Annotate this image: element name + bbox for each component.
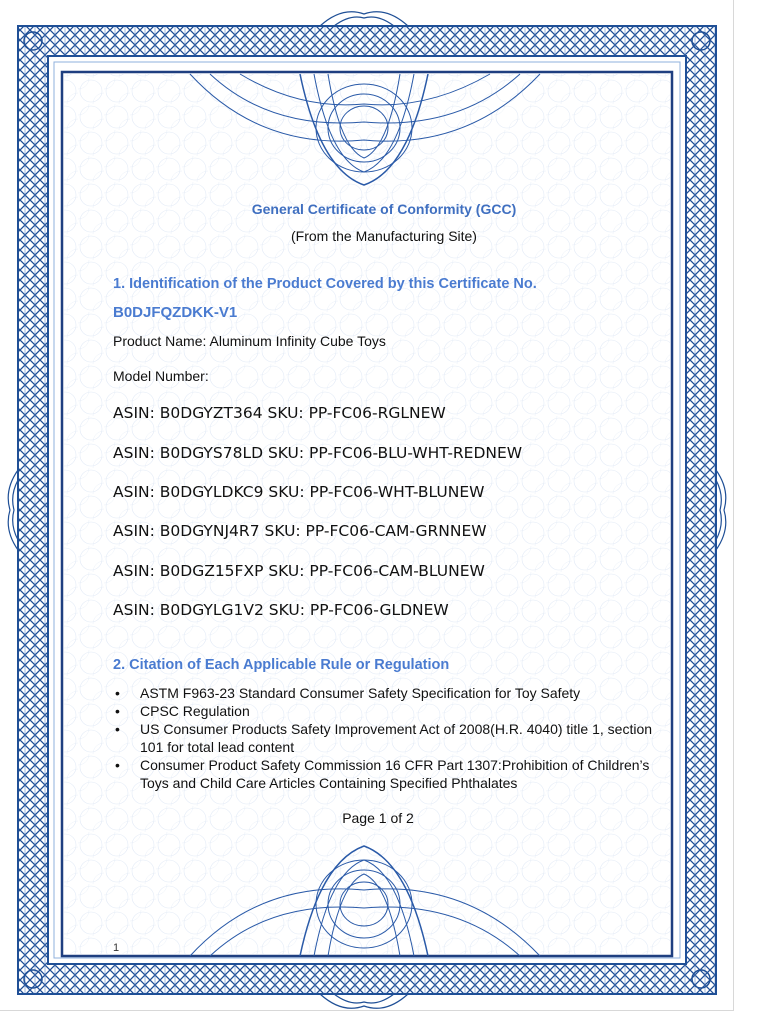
bullet-icon: • (115, 703, 120, 719)
section-1-heading: 1. Identification of the Product Covered by this Certificate No. (113, 276, 537, 292)
product-name: Product Name: Aluminum Infinity Cube Toys (113, 333, 386, 349)
bullet-icon: • (115, 721, 120, 737)
asin-line: ASIN: B0DGYNJ4R7 SKU: PP-FC06-CAM-GRNNEW (113, 522, 487, 540)
asin-line: ASIN: B0DGYLDKC9 SKU: PP-FC06-WHT-BLUNEW (113, 483, 485, 501)
regulation-text: Consumer Product Safety Commission 16 CFR Part 1307:Prohibition of Children’s Toys and Child Care Articles Containing Specified Phthalates (140, 757, 650, 791)
regulation-text: US Consumer Products Safety Improvement Act of 2008(H.R. 4040) title 1, section 101 for total lead content (140, 721, 653, 755)
regulation-item (113, 702, 653, 720)
certificate-title: General Certificate of Conformity (GCC) (251, 201, 517, 217)
page-number: Page 1 of 2 (342, 810, 414, 826)
regulation-list (113, 684, 653, 792)
footnote-number: 1 (113, 942, 120, 954)
model-number-label: Model Number: (113, 368, 209, 384)
regulation-item (113, 756, 653, 792)
asin-line: ASIN: B0DGZ15FXP SKU: PP-FC06-CAM-BLUNEW (113, 562, 485, 580)
regulation-item (113, 684, 653, 702)
regulation-item (113, 720, 653, 756)
asin-line: ASIN: B0DGYS78LD SKU: PP-FC06-BLU-WHT-REDNEW (113, 444, 523, 462)
section-2-heading: 2. Citation of Each Applicable Rule or Regulation (113, 657, 450, 673)
certificate-number: B0DJFQZDKK-V1 (113, 304, 238, 321)
asin-line: ASIN: B0DGYLG1V2 SKU: PP-FC06-GLDNEW (113, 601, 449, 619)
bullet-icon: • (115, 757, 120, 773)
asin-line: ASIN: B0DGYZT364 SKU: PP-FC06-RGLNEW (113, 404, 446, 422)
regulation-text: ASTM F963-23 Standard Consumer Safety Specification for Toy Safety (140, 685, 581, 701)
bullet-icon: • (115, 685, 120, 701)
regulation-text: CPSC Regulation (140, 703, 250, 719)
certificate-subtitle: (From the Manufacturing Site) (291, 228, 477, 244)
